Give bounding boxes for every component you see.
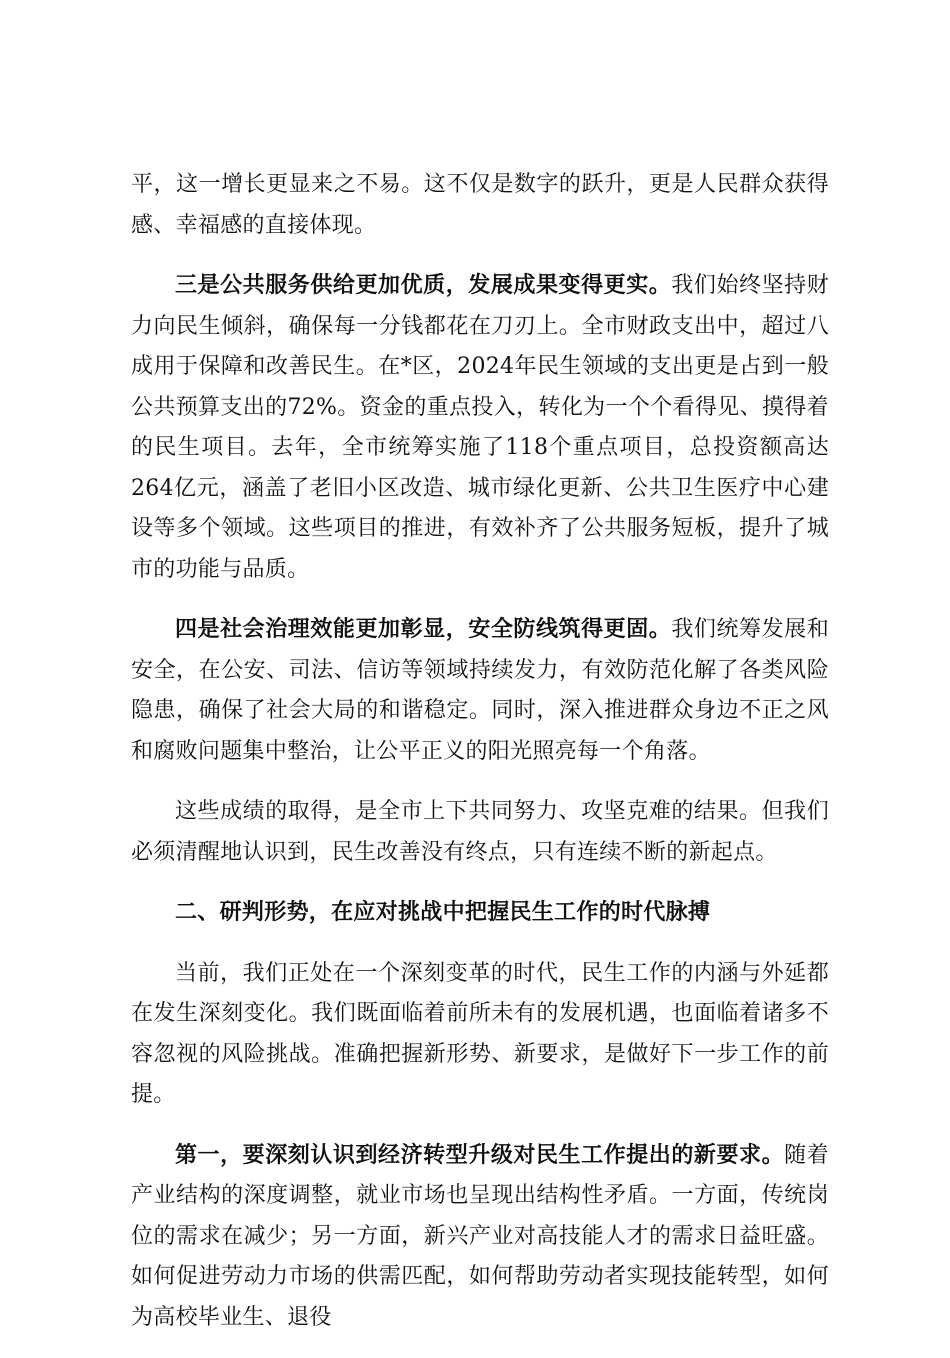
- paragraph-text: 平，这一增长更显来之不易。这不仅是数字的跃升，更是人民群众获得感、幸福感的直接体现。: [131, 172, 829, 238]
- section-heading: [131, 893, 829, 934]
- paragraph-continued: [131, 165, 829, 246]
- paragraph-text: 这些成绩的取得，是全市上下共同努力、攻坚克难的结果。但我们必须清醒地认识到，民生改善没有终点，只有连续不断的新起点。: [131, 799, 829, 865]
- paragraph-text: 我们统筹发展和安全，在公安、司法、信访等领域持续发力，有效防范化解了各类风险隐患，确保了社会大局的和谐稳定。同时，深入推进群众身边不正之风和腐败问题集中整治，让公平正义的阳光照亮每一个角落。: [131, 617, 829, 764]
- paragraph-text: 当前，我们正处在一个深刻变革的时代，民生工作的内涵与外延都在发生深刻变化。我们既面临着前所未有的发展机遇，也面临着诸多不容忽视的风险挑战。准确把握新形势、新要求，是做好下一步工作的前提。: [131, 960, 829, 1107]
- paragraph-lead-sentence: 四是社会治理效能更加彰显，安全防线筑得更固。: [175, 617, 672, 642]
- paragraph-lead-sentence: 三是公共服务供给更加优质，发展成果变得更实。: [175, 273, 672, 298]
- paragraph-achievements-summary: [131, 792, 829, 873]
- document-page: [131, 165, 829, 1358]
- section-heading-text: 二、研判形势，在应对挑战中把握民生工作的时代脉搏: [175, 900, 711, 925]
- paragraph-economic-transformation: [131, 1136, 829, 1339]
- paragraph-social-governance: [131, 610, 829, 772]
- paragraph-current-situation: [131, 954, 829, 1116]
- paragraph-text: 我们始终坚持财力向民生倾斜，确保每一分钱都花在刀刃上。全市财政支出中，超过八成用于保障和改善民生。在*区，2024年民生领域的支出更是占到一般公共预算支出的72%。资金的重点投入，转化为一个个看得见、摸得着的民生项目。去年，全市统筹实施了118个重点项目，总投资额高达264亿元，涵盖了老旧小区改造、城市绿化更新、公共卫生医疗中心建设等多个领域。这些项目的推进，有效补齐了公共服务短板，提升了城市的功能与品质。: [131, 273, 829, 582]
- paragraph-text: 随着产业结构的深度调整，就业市场也呈现出结构性矛盾。一方面，传统岗位的需求在减少；另一方面，新兴产业对高技能人才的需求日益旺盛。如何促进劳动力市场的供需匹配，如何帮助劳动者实现技能转型，如何为高校毕业生、退役: [131, 1142, 829, 1330]
- paragraph-lead-sentence: 第一，要深刻认识到经济转型升级对民生工作提出的新要求。: [175, 1142, 785, 1168]
- paragraph-public-services: [131, 266, 829, 590]
